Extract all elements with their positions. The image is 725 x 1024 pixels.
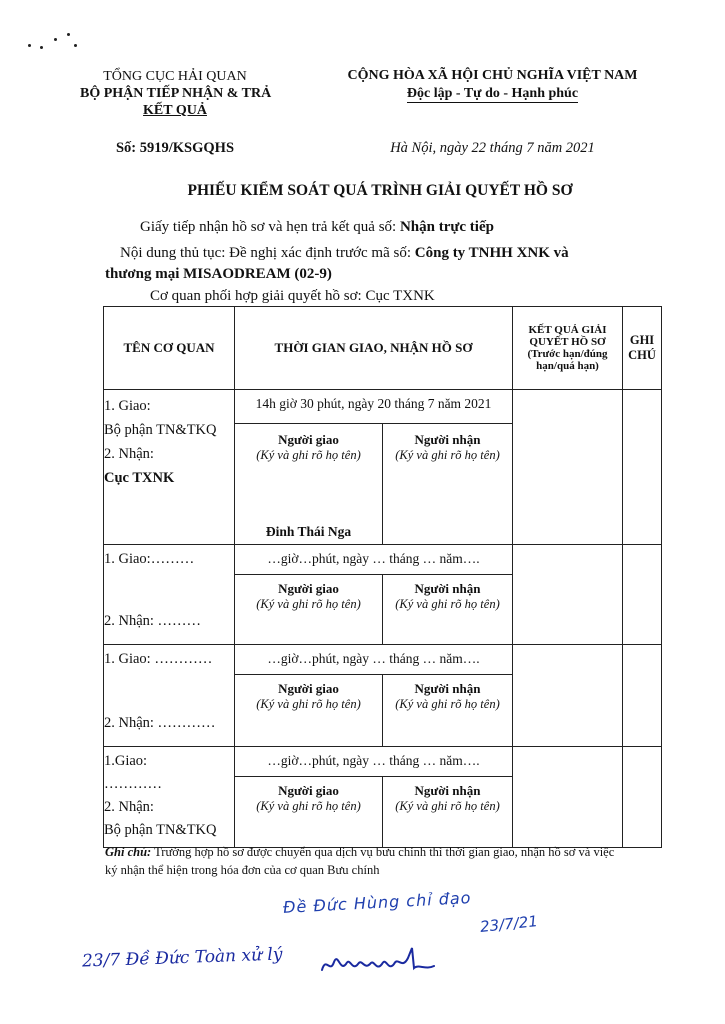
row3-note (623, 645, 662, 747)
row3-giver-cell: Người giao (Ký và ghi rõ họ tên) (235, 675, 383, 747)
nation-name: CỘNG HÒA XÃ HỘI CHỦ NGHĨA VIỆT NAM (347, 68, 638, 83)
motto: Độc lập - Tự do - Hạnh phúc (406, 86, 579, 101)
coordinating-agency: Cơ quan phối hợp giải quyết hồ sơ: Cục TXNK (150, 288, 435, 304)
table-row (104, 747, 662, 777)
row1-time: 14h giờ 30 phút, ngày 20 tháng 7 năm 2021 (235, 390, 513, 424)
place-date: Hà Nội, ngày 22 tháng 7 năm 2021 (390, 140, 595, 156)
table-header-row (104, 307, 662, 390)
procedure-line: Nội dung thủ tục: Đề nghị xác định trước mã số: Công ty TNHH XNK và (120, 245, 569, 261)
process-table (103, 306, 662, 848)
scan-speck (28, 44, 31, 47)
org-line2: BỘ PHẬN TIẾP NHẬN & TRẢ (80, 86, 272, 101)
row4-note (623, 747, 662, 848)
scan-speck (74, 44, 77, 47)
row4-time: …giờ…phút, ngày … tháng … năm…. (235, 747, 513, 777)
row4-agency-cell: 1.Giao: ………… 2. Nhận: Bộ phận TN&TKQ (104, 747, 235, 848)
col-header-result: KẾT QUẢ GIẢI QUYẾT HỒ SƠ (Trước hạn/đúng hạn/quá hạn) (513, 307, 623, 390)
scan-speck (40, 46, 43, 49)
row2-giver-cell: Người giao (Ký và ghi rõ họ tên) (235, 575, 383, 645)
handwritten-assignment: 23/7 Đề Đức Toàn xử lý (81, 944, 283, 972)
row2-agency-cell: 1. Giao:……… 2. Nhận: ……… (104, 545, 235, 645)
col-header-note: GHI CHÚ (623, 307, 662, 390)
row1-giver-cell: Người giao (Ký và ghi rõ họ tên) Đinh Thái Nga (235, 424, 383, 545)
row1-result (513, 390, 623, 545)
handwritten-direction: Đề Đức Hùng chỉ đạo (282, 888, 472, 917)
row4-receiver-cell: Người nhận (Ký và ghi rõ họ tên) (383, 777, 513, 848)
scan-speck (54, 38, 57, 41)
row2-note (623, 545, 662, 645)
handwritten-signature (318, 944, 438, 980)
row1-receiver-cell: Người nhận (Ký và ghi rõ họ tên) (383, 424, 513, 545)
row3-time: …giờ…phút, ngày … tháng … năm…. (235, 645, 513, 675)
row1-note (623, 390, 662, 545)
giver-name: Đinh Thái Nga (265, 524, 352, 539)
document-number: Số: 5919/KSGQHS (115, 140, 235, 156)
receipt-line: Giấy tiếp nhận hồ sơ và hẹn trả kết quả số: Nhận trực tiếp (140, 219, 494, 235)
handwritten-date: 23/7/21 (479, 912, 539, 936)
col-header-time: THỜI GIAN GIAO, NHẬN HỒ SƠ (235, 307, 513, 390)
table-row (104, 645, 662, 675)
row4-giver-cell: Người giao (Ký và ghi rõ họ tên) (235, 777, 383, 848)
col-header-agency: TÊN CƠ QUAN (104, 307, 235, 390)
footnote: Ghi chú: Trường hợp hồ sơ được chuyển qua dịch vụ bưu chính thì thời gian giao, nhận hồ sơ và việc ký nhận thể hiện trong hóa đơn của cơ quan Bưu chính (105, 845, 615, 877)
row3-result (513, 645, 623, 747)
page-title: PHIẾU KIỂM SOÁT QUÁ TRÌNH GIẢI QUYẾT HỒ SƠ (187, 182, 573, 199)
row4-result (513, 747, 623, 848)
row2-time: …giờ…phút, ngày … tháng … năm…. (235, 545, 513, 575)
row2-result (513, 545, 623, 645)
row2-receiver-cell: Người nhận (Ký và ghi rõ họ tên) (383, 575, 513, 645)
issuing-org (80, 68, 272, 119)
scan-speck (67, 33, 70, 36)
table-row (104, 390, 662, 424)
row3-receiver-cell: Người nhận (Ký và ghi rõ họ tên) (383, 675, 513, 747)
row3-agency-cell: 1. Giao: ………… 2. Nhận: ………… (104, 645, 235, 747)
org-line3: KẾT QUẢ (143, 103, 207, 118)
org-line1: TỔNG CỤC HẢI QUAN (103, 69, 247, 84)
row1-agency-cell: 1. Giao: Bộ phận TN&TKQ 2. Nhận: Cục TXNK (104, 390, 235, 545)
table-row (104, 545, 662, 575)
procedure-line-cont: thương mại MISAODREAM (02-9) (105, 266, 332, 282)
